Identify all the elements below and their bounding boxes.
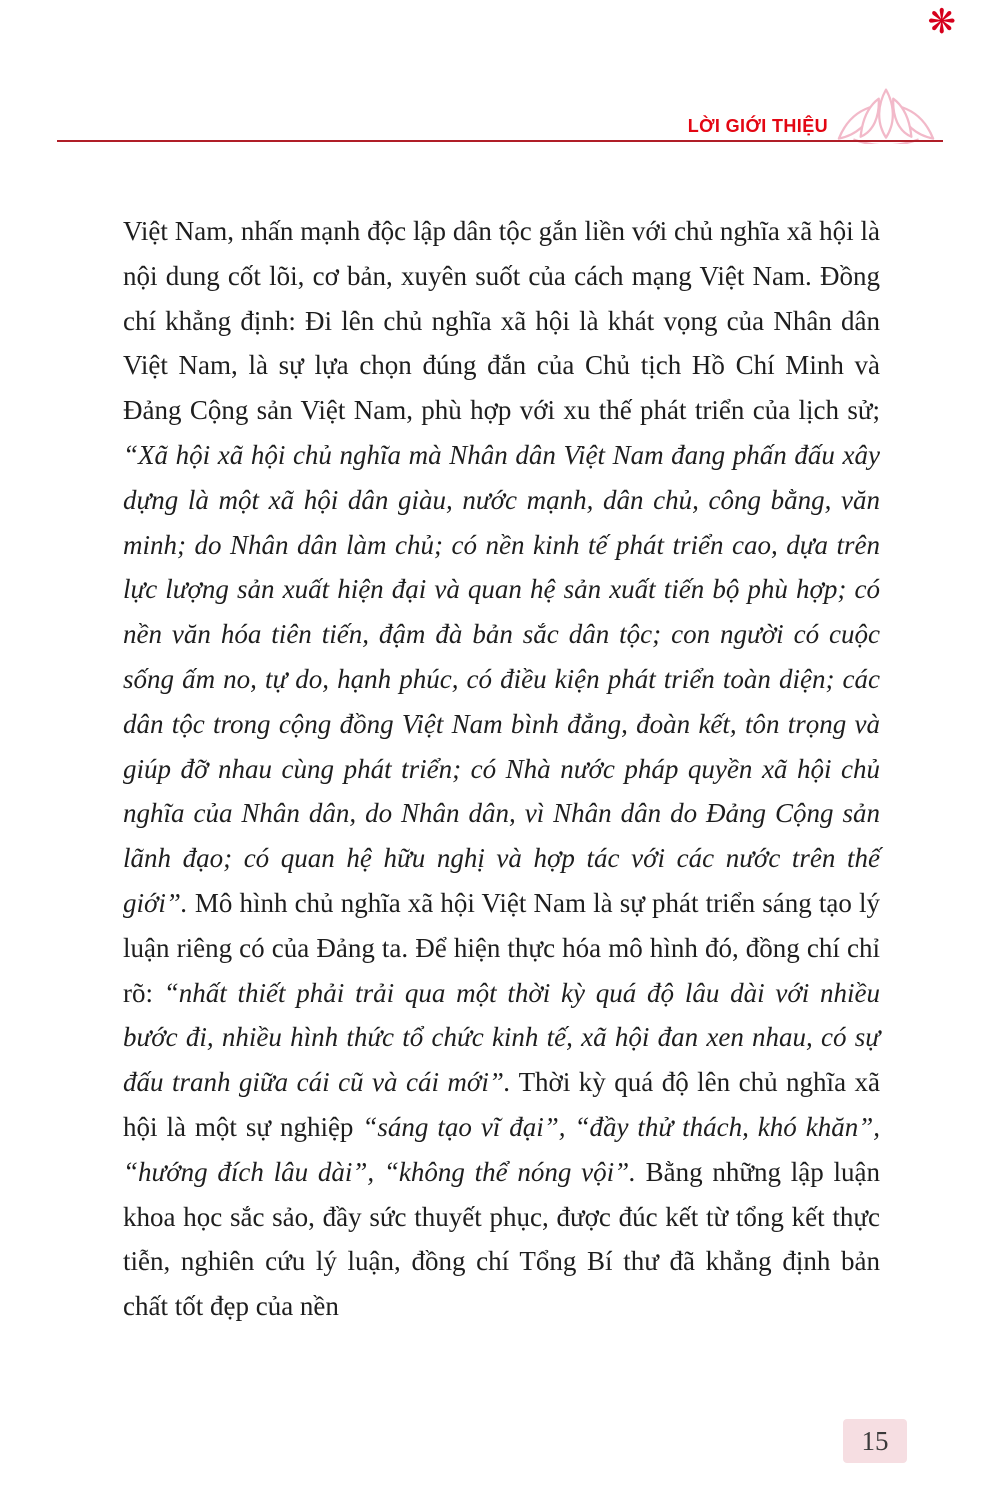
flower-icon: ❋: [927, 2, 956, 42]
page-header-title: LỜI GIỚI THIỆU: [687, 116, 828, 136]
text-segment: Thời kỳ quá độ lên chủ nghĩa xã hội là một sự nghiệp: [123, 1067, 880, 1142]
text-segment: Bằng những lập luận khoa học sắc sảo, đầy sức thuyết phục, được đúc kết từ tổng kết thực tiễn, nghiên cứu lý luận, đồng chí Tổng Bí thư đã khẳng định bản chất tốt đẹp của nền: [123, 1156, 880, 1322]
text-segment: Mô hình chủ nghĩa xã hội Việt Nam là sự phát triển sáng tạo lý luận riêng có của Đảng ta. Để hiện thực hóa mô hình đó, đồng chí chỉ rõ:: [123, 887, 880, 1008]
body-paragraph: [123, 209, 880, 1329]
italic-text-segment: “sáng tạo vĩ đại”, “đầy thử thách, khó khăn”, “hướng đích lâu dài”, “không thể nóng vội”.: [123, 1111, 880, 1187]
text-segment: Việt Nam, nhấn mạnh độc lập dân tộc gắn liền với chủ nghĩa xã hội là nội dung cốt lõi, cơ bản, xuyên suốt của cách mạng Việt Nam. Đồng chí khẳng định: Đi lên chủ nghĩa xã hội là khát vọng của Nhân dân Việt Nam, là sự lựa chọn đúng đắn của Chủ tịch Hồ Chí Minh và Đảng Cộng sản Việt Nam, phù hợp với xu thế phát triển của lịch sử;: [123, 216, 880, 426]
lotus-icon: [830, 86, 942, 144]
page-number: 15: [861, 1425, 889, 1456]
italic-text-segment: “Xã hội xã hội chủ nghĩa mà Nhân dân Việt Nam đang phấn đấu xây dựng là một xã hội dân giàu, nước mạnh, dân chủ, công bằng, văn minh; do Nhân dân làm chủ; có nền kinh tế phát triển cao, dựa trên lực lượng sản xuất hiện đại và quan hệ sản xuất tiến bộ phù hợp; có nền văn hóa tiên tiến, đậm đà bản sắc dân tộc; con người có cuộc sống ấm no, tự do, hạnh phúc, có điều kiện phát triển toàn diện; các dân tộc trong cộng đồng Việt Nam bình đẳng, đoàn kết, tôn trọng và giúp đỡ nhau cùng phát triển; có Nhà nước pháp quyền xã hội chủ nghĩa của Nhân dân, do Nhân dân, vì Nhân dân do Đảng Cộng sản lãnh đạo; có quan hệ hữu nghị và hợp tác với các nước trên thế giới”.: [123, 439, 880, 918]
italic-text-segment: “nhất thiết phải trải qua một thời kỳ quá độ lâu dài với nhiều bước đi, nhiều hình thức tổ chức kinh tế, xã hội đan xen nhau, có sự đấu tranh giữa cái cũ và cái mới”.: [123, 977, 880, 1098]
page-number-badge: [843, 1419, 907, 1463]
header-divider: [57, 140, 943, 142]
